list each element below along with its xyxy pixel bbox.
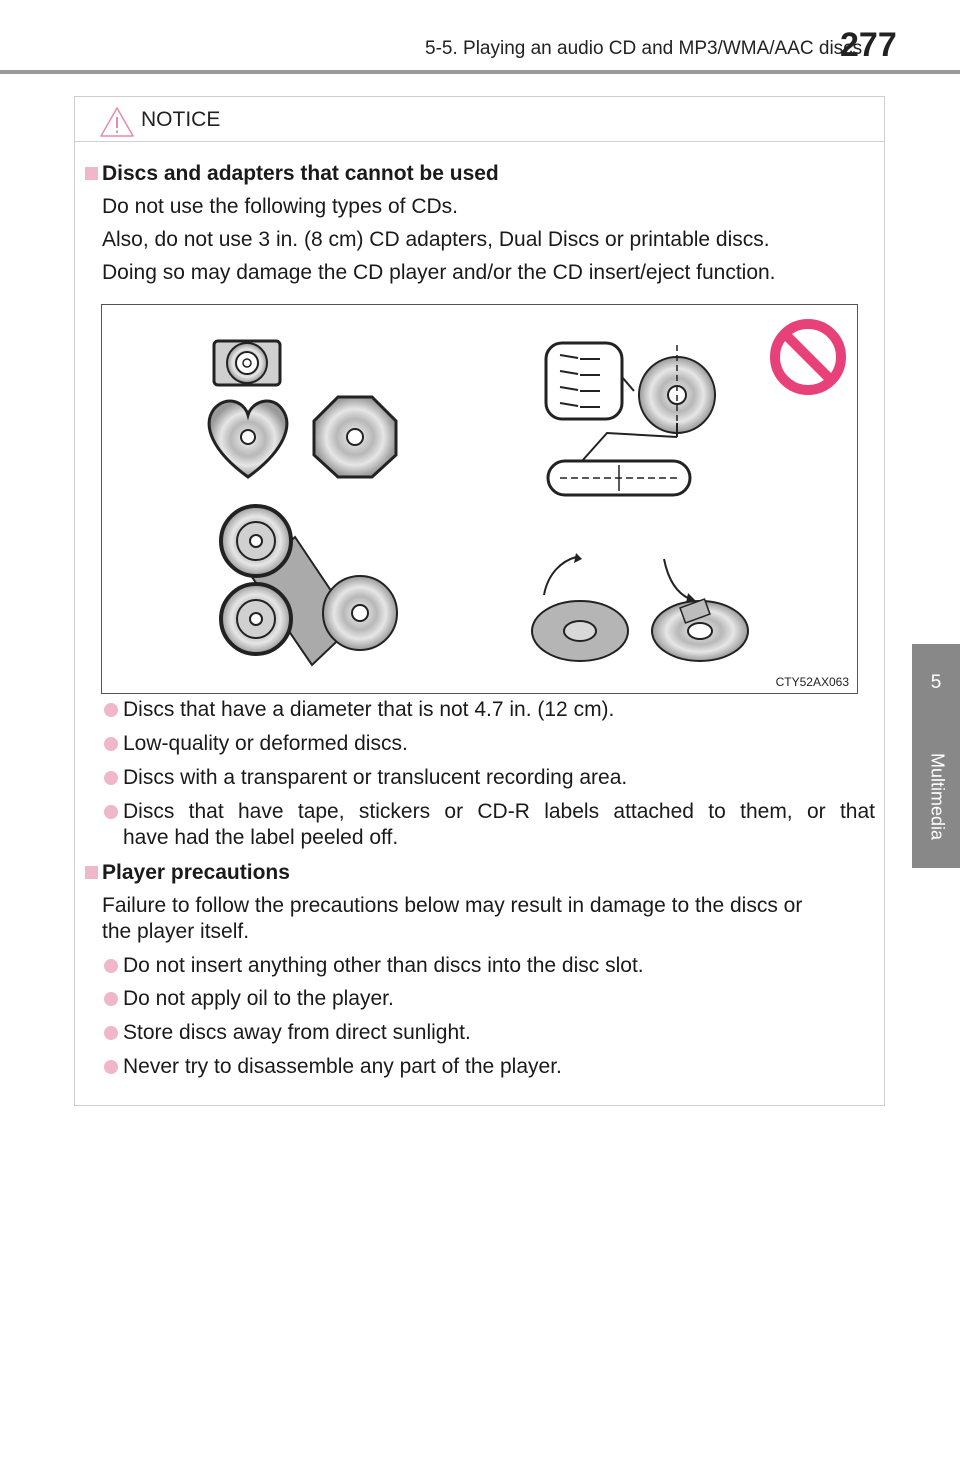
notice-header: [75, 97, 884, 142]
bullet-marker: [104, 1026, 118, 1040]
chapter-label-wrap: [924, 744, 948, 854]
bullet-item: Store discs away from direct sunlight.: [123, 1021, 471, 1044]
cd-adapter-icon: [221, 506, 397, 665]
paragraph: the player itself.: [102, 920, 250, 943]
bullet-marker: [104, 1060, 118, 1074]
bullet-item: Discs that have tape, stickers or CD-R labels attached to them, or that: [123, 800, 875, 823]
translucent-disc-icon: [546, 343, 715, 495]
discs-illustration: [102, 305, 859, 695]
section-heading-player: Player precautions: [102, 861, 290, 884]
heading-marker: [85, 167, 98, 180]
bullet-item: Do not insert anything other than discs into the disc slot.: [123, 954, 644, 977]
warning-triangle-icon: [99, 106, 135, 138]
chapter-number: 5: [930, 672, 942, 693]
bullet-item: Discs that have a diameter that is not 4.7 in. (12 cm).: [123, 698, 615, 721]
bullet-marker: [104, 992, 118, 1006]
paragraph: Failure to follow the precautions below may result in damage to the discs or: [102, 894, 803, 917]
chapter-label: Multimedia: [927, 752, 948, 841]
paragraph: Doing so may damage the CD player and/or the CD insert/eject function.: [102, 261, 776, 284]
bullet-marker: [104, 805, 118, 819]
heading-marker: [85, 866, 98, 879]
notice-title: NOTICE: [141, 108, 221, 131]
section-title: 5-5. Playing an audio CD and MP3/WMA/AAC discs: [425, 38, 863, 59]
figure-code: CTY52AX063: [775, 675, 849, 689]
bullet-item: Discs with a transparent or translucent recording area.: [123, 766, 628, 789]
section-heading-discs: Discs and adapters that cannot be used: [102, 162, 499, 185]
bullet-marker: [104, 959, 118, 973]
bullet-marker: [104, 703, 118, 717]
prohibition-icon: [775, 324, 841, 390]
bullet-marker: [104, 737, 118, 751]
bullet-item: Do not apply oil to the player.: [123, 987, 394, 1010]
bullet-item-continuation: have had the label peeled off.: [123, 826, 399, 849]
taped-disc-icon: [652, 559, 748, 661]
chapter-tab[interactable]: [912, 644, 960, 868]
page-number: 277: [840, 26, 897, 64]
octagon-disc-icon: [314, 397, 396, 477]
header-divider: [0, 70, 960, 74]
paragraph: Do not use the following types of CDs.: [102, 195, 459, 218]
square-disc-icon: [214, 341, 280, 385]
unusable-discs-figure: [101, 304, 858, 694]
bullet-item: Low-quality or deformed discs.: [123, 732, 408, 755]
paragraph: Also, do not use 3 in. (8 cm) CD adapters, Dual Discs or printable discs.: [102, 228, 770, 251]
peeled-label-disc-icon: [532, 553, 628, 661]
heart-disc-icon: [209, 401, 287, 477]
bullet-item: Never try to disassemble any part of the player.: [123, 1055, 562, 1078]
bullet-marker: [104, 771, 118, 785]
